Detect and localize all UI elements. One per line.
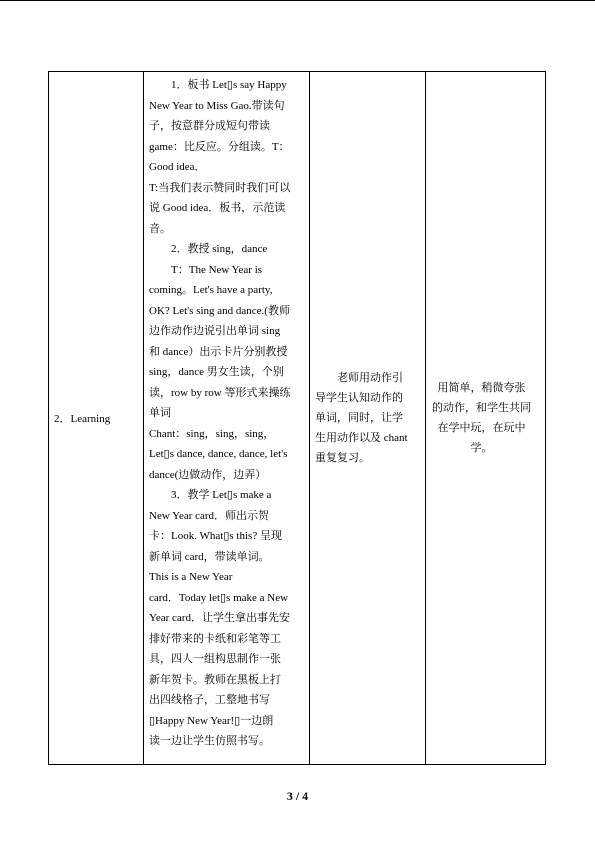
process-line: 说 Good idea．板书，示范读 <box>149 202 286 214</box>
process-line: 子，按意群分成短句带读 <box>149 120 270 132</box>
intent-line: 重复复习。 <box>315 452 370 464</box>
process-line: sing，dance 男女生读，个别 <box>149 366 284 378</box>
step-cell <box>49 72 143 764</box>
process-line: coming。Let's have a party, <box>149 284 273 296</box>
page-number: 3 / 4 <box>286 789 309 803</box>
process-line: card．Today let▯s make a New <box>149 591 289 604</box>
design-line: 的动作，和学生共同 <box>432 402 531 414</box>
process-line: Let▯s dance, dance, dance, let's <box>149 448 288 460</box>
design-intent-cell <box>310 72 425 764</box>
process-line: 读，row by row 等形式来操练 <box>149 386 291 399</box>
intent-line: 导学生认知动作的 <box>315 392 403 404</box>
process-line: OK? Let's sing and dance.(教师 <box>149 304 290 317</box>
process-line: 和 dance）出示卡片分别教授 <box>149 345 288 358</box>
process-line: 读一边让学生仿照书写。 <box>149 735 270 747</box>
design-notes-text <box>432 378 531 458</box>
step-label: 2．Learning <box>54 413 111 425</box>
process-line: T：The New Year is <box>149 263 263 276</box>
design-line: 在学中玩，在玩中 <box>437 422 526 434</box>
process-line: 边作动作边说引出单词 sing <box>149 325 281 337</box>
lesson-plan-table <box>48 71 546 765</box>
design-intent-text <box>315 368 408 468</box>
process-line: New Year to Miss Gao.带读句 <box>149 99 285 112</box>
process-line: 卡：Look. What▯s this? 呈现 <box>149 530 282 542</box>
process-line: New Year card．师出示贺 <box>149 509 270 522</box>
design-notes-cell <box>426 72 546 764</box>
process-line: 1．板书 Let▯s say Happy <box>149 79 287 91</box>
process-line: game：比反应。分组读。T： <box>149 140 290 153</box>
process-line: This is a New Year <box>149 571 233 583</box>
process-line: Good idea． <box>149 161 206 173</box>
process-line: 新年贺卡。教师在黑板上打 <box>149 673 281 686</box>
process-line: dance(边做动作，边弄） <box>149 468 267 481</box>
process-line: 单词 <box>149 407 171 419</box>
intent-line: 老师用动作引 <box>315 372 403 384</box>
process-line: T:当我们表示赞同时我们可以 <box>149 181 291 194</box>
process-line: 3．教学 Let▯s make a <box>149 489 272 501</box>
process-line: Chant：sing，sing，sing， <box>149 427 275 440</box>
teaching-process-cell <box>144 72 309 764</box>
process-line: Year card．让学生拿出事先安 <box>149 612 290 624</box>
process-line: 新单词 card，带读单词。 <box>149 550 270 563</box>
header-rule <box>0 0 595 1</box>
design-line: 用简单，稍微夸张 <box>437 382 526 394</box>
process-line: 2．教授 sing，dance <box>149 243 268 255</box>
intent-line: 生用动作以及 chant <box>315 432 408 444</box>
teaching-process-text <box>149 75 290 752</box>
process-line: 具，四人一组构思制作一张 <box>149 653 281 665</box>
process-line: 音。 <box>149 222 171 235</box>
intent-line: 单词，同时，让学 <box>315 412 403 424</box>
process-line: ▯Happy New Year!▯一边朗 <box>149 714 274 727</box>
process-line: 排好带来的卡纸和彩笔等工 <box>149 632 281 645</box>
process-line: 出四线格子，工整地书写 <box>149 694 270 706</box>
design-line: 学。 <box>470 442 493 454</box>
